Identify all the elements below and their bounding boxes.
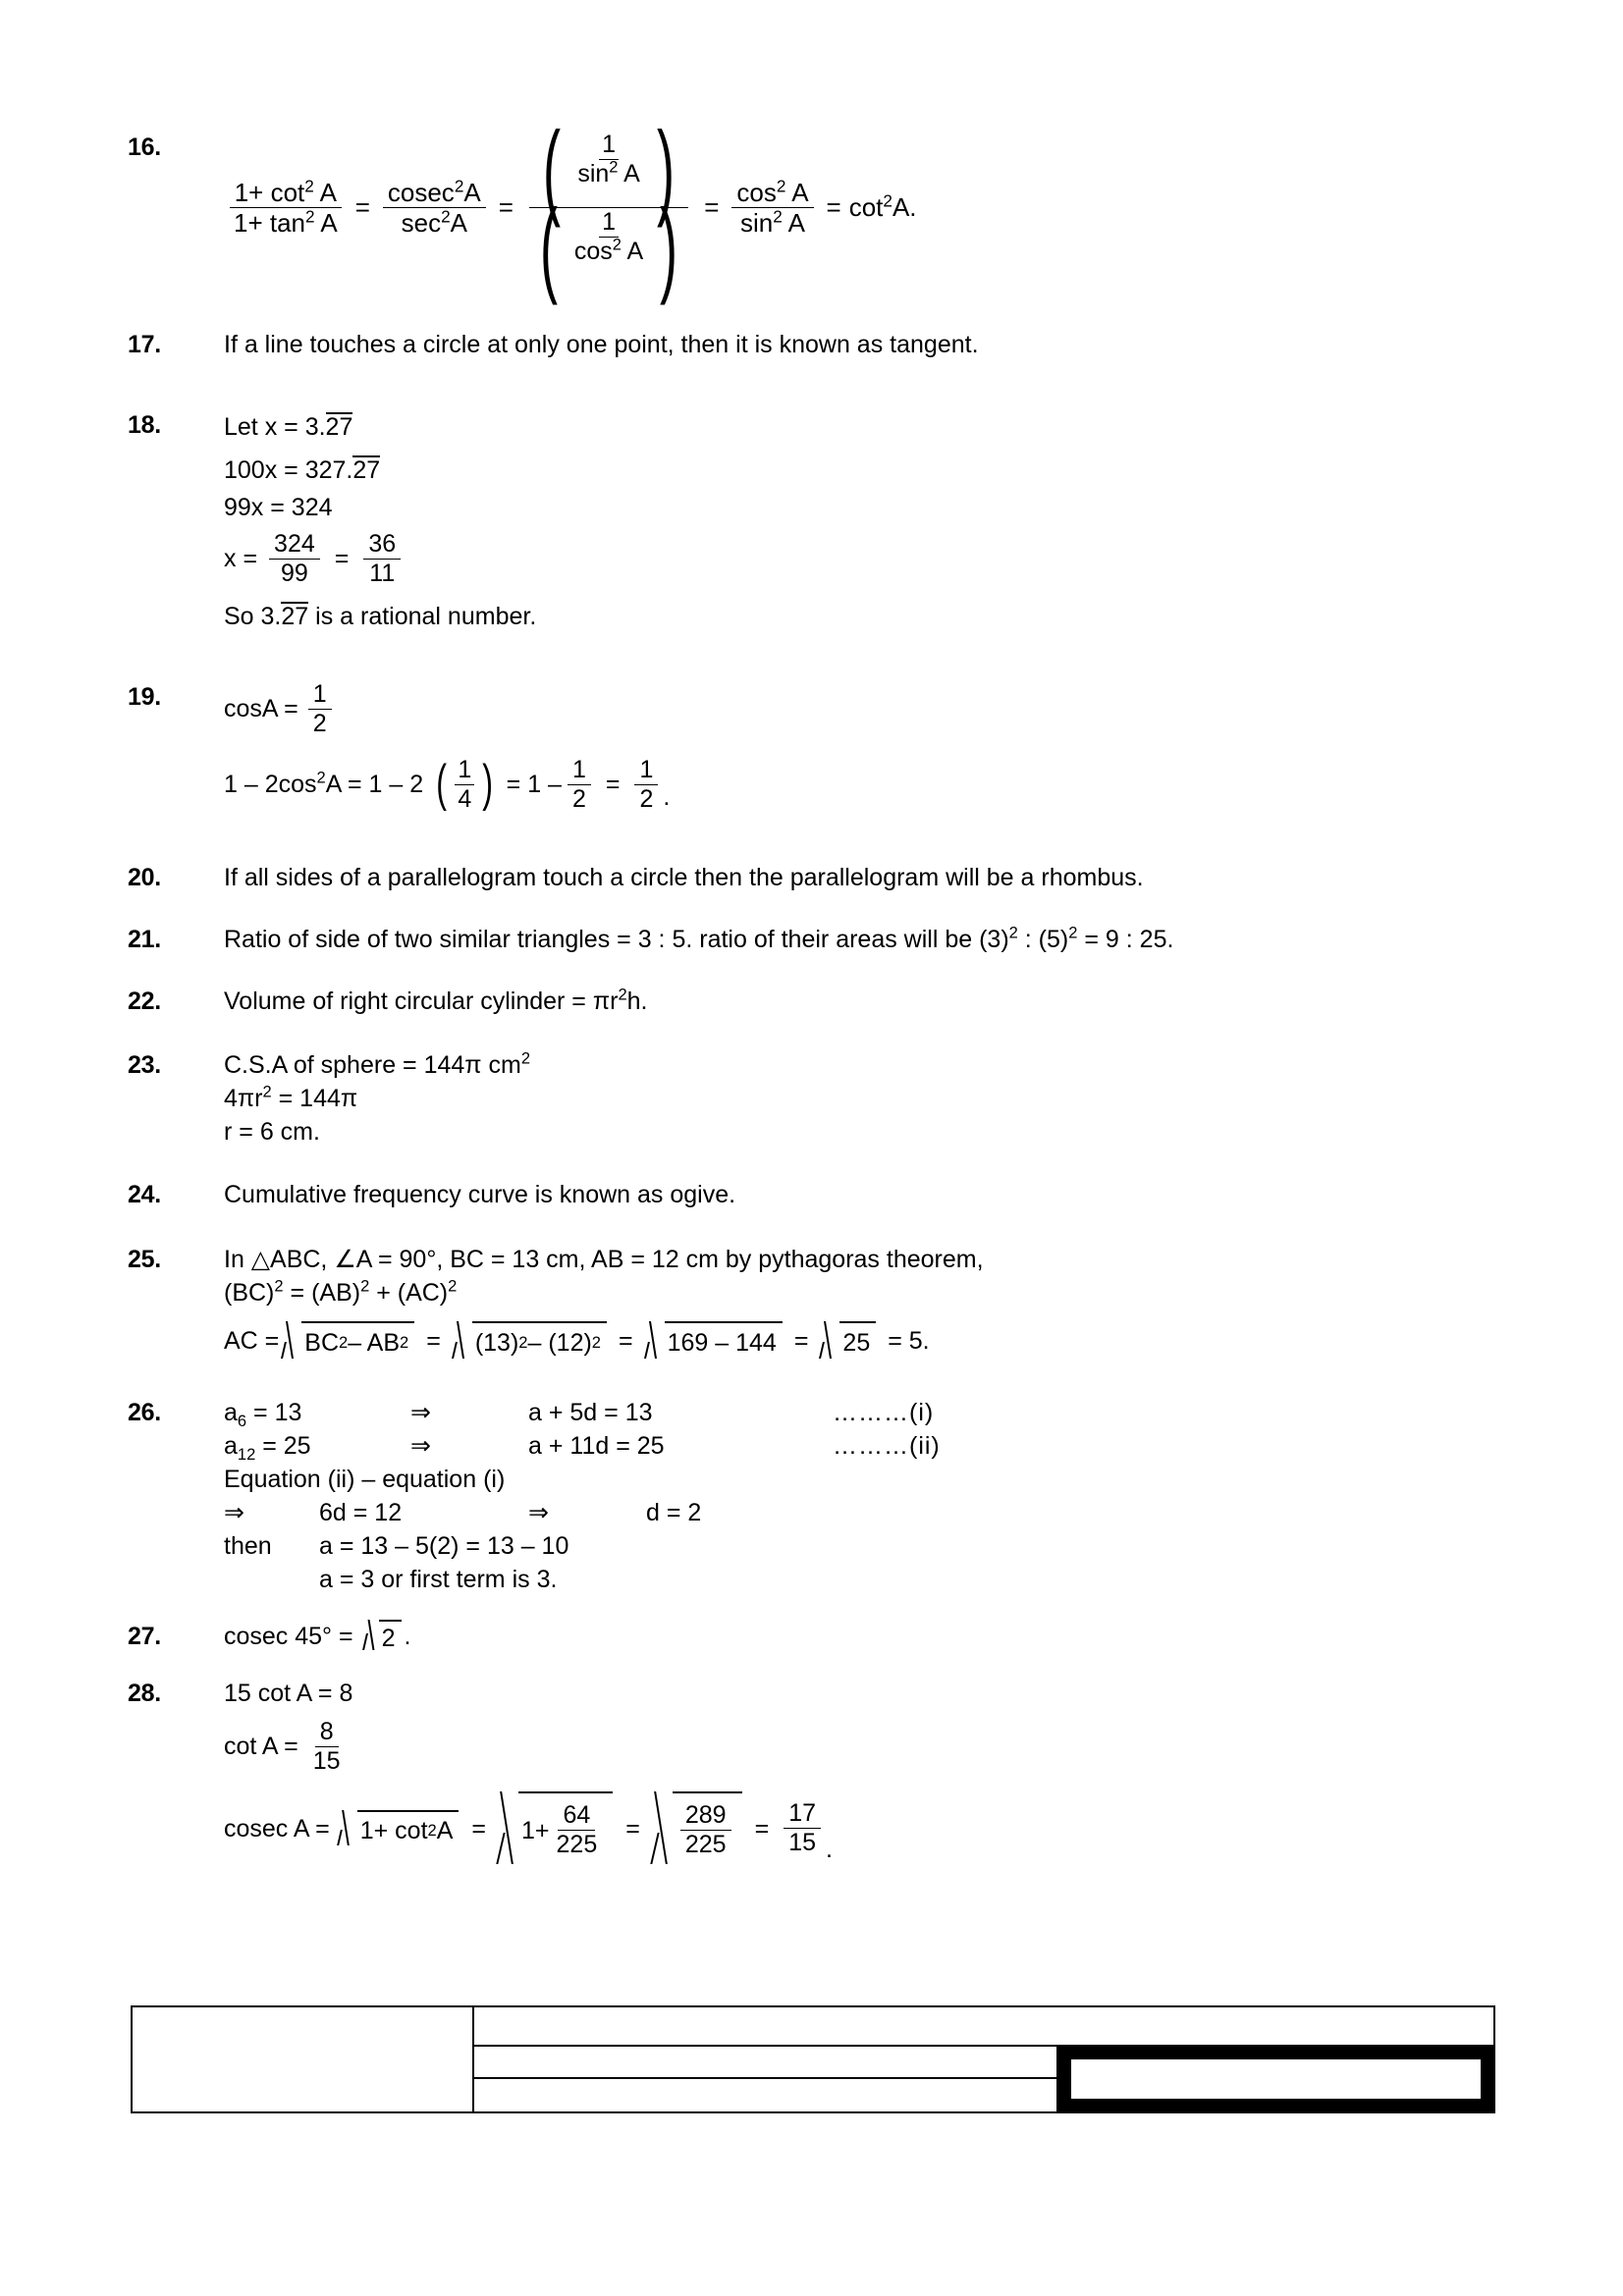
- equals-sign: =: [605, 771, 621, 798]
- fraction-denominator: 15: [312, 1746, 341, 1775]
- final-result: a = 3 or first term is 3.: [319, 1565, 558, 1593]
- item-28-cosec-from-cot: [0, 1677, 1623, 1866]
- implies-arrow: ⇒: [410, 1431, 431, 1460]
- item-number: 23.: [128, 1050, 161, 1079]
- inner-numerator: 1: [599, 131, 619, 160]
- cotA-label: cot A =: [224, 1733, 298, 1760]
- item-content: [224, 1620, 1623, 1653]
- item-number: 26.: [128, 1398, 161, 1426]
- repeating-bar: 27: [325, 412, 353, 441]
- item-22-cylinder-volume: [0, 985, 1623, 1018]
- item-number: 18.: [128, 410, 161, 439]
- item-number: 16.: [128, 133, 161, 161]
- item-19-cos-identity: [0, 680, 1623, 814]
- let-x-label: Let x = 3.: [224, 412, 326, 441]
- footer-grid: [131, 2005, 1495, 2113]
- radical: [338, 1810, 460, 1847]
- fraction-numerator: 36: [363, 530, 401, 560]
- fraction-numerator: 8: [315, 1718, 339, 1747]
- footer-cell-left: [133, 2007, 474, 2111]
- equals-sign: =: [754, 1814, 770, 1842]
- item-content: [224, 923, 1623, 956]
- statement-text: Cumulative frequency curve is known as ogive.: [224, 1180, 736, 1208]
- statement-text: Ratio of side of two similar triangles = 3 : 5. ratio of their areas will be $(3)^2$ : $(5)^2 = 9$ : 25.: [224, 924, 1174, 953]
- fraction-numerator: 289: [680, 1801, 731, 1831]
- equals-sign: =: [826, 192, 841, 223]
- item-content: [224, 109, 1623, 305]
- radicand: [518, 1791, 613, 1866]
- fraction-numerator: 1: [308, 680, 332, 710]
- equation-line: [224, 1620, 1544, 1653]
- fraction-numerator: 1: [634, 756, 658, 785]
- equals-sign: =: [426, 1326, 441, 1355]
- left-paren: (: [436, 755, 448, 813]
- period: .: [663, 782, 671, 811]
- fraction-denominator: 225: [684, 1831, 727, 1858]
- item-27-cosec-45: [0, 1620, 1623, 1653]
- repeating-bar: 27: [352, 455, 381, 484]
- parenthesis-group: [433, 756, 497, 814]
- term-label: $a_6 = 13$: [224, 1398, 302, 1430]
- radical: [453, 1321, 607, 1361]
- radical-sign: [453, 1321, 472, 1361]
- fraction-denominator: 2: [639, 784, 654, 813]
- radicand: 1+ cot 2 A: [357, 1810, 460, 1847]
- item-content: [224, 861, 1623, 894]
- equation: 6d = 12: [319, 1498, 403, 1526]
- fraction-numerator: 64: [558, 1801, 595, 1831]
- item-number: 28.: [128, 1679, 161, 1707]
- fraction-denominator: 2: [312, 709, 327, 737]
- equation-tag: ………(i): [833, 1398, 935, 1426]
- footer-cells-middle: [474, 2047, 1058, 2111]
- item-number: 25.: [128, 1245, 161, 1273]
- implies-arrow: ⇒: [410, 1398, 431, 1426]
- solution-line: [224, 756, 1544, 814]
- solution-line: [224, 1321, 1544, 1361]
- cosec45-label: cosec 45° =: [224, 1622, 353, 1650]
- hundred-x-label: 100x = 327.: [224, 455, 353, 484]
- equals-sign: =: [704, 192, 720, 223]
- item-number: 20.: [128, 863, 161, 891]
- equals-sign: =: [471, 1814, 487, 1842]
- item-content: [224, 1048, 1623, 1148]
- solution-line: $4\pi r^2 = 144\pi$: [224, 1083, 358, 1112]
- item-number: 21.: [128, 925, 161, 953]
- fraction-numerator: 324: [269, 530, 320, 560]
- item-24-ogive: [0, 1178, 1623, 1211]
- solution-line: Equation (ii) – equation (i): [224, 1465, 506, 1493]
- fraction-denominator: 99: [281, 559, 308, 587]
- equals-sign: =: [793, 1326, 809, 1355]
- fraction-denominator: [526, 186, 691, 305]
- radicand: (13) 2 – (12) 2: [472, 1321, 607, 1361]
- equals-sign: =: [354, 192, 370, 223]
- footer-cell-middle-2: [474, 2079, 1056, 2111]
- item-21-similar-triangles-ratio: [0, 923, 1623, 956]
- parenthesis-group: [531, 186, 686, 305]
- radical-sign: [282, 1321, 301, 1361]
- item-content: [224, 680, 1623, 814]
- statement-text: If all sides of a parallelogram touch a circle then the parallelogram will be a rhombus.: [224, 863, 1144, 891]
- left-paren: (: [539, 186, 558, 305]
- footer-bottom-rows: [474, 2047, 1493, 2111]
- fraction-numerator: $\cos^2 A$: [731, 178, 813, 208]
- radical-sign: [338, 1810, 357, 1847]
- item-18-recurring-decimal: [0, 408, 1623, 635]
- solution-line: 99x = 324: [224, 493, 333, 521]
- fraction-numerator: 1: [455, 756, 474, 785]
- item-content: [224, 328, 1623, 361]
- equals-sign: =: [334, 545, 350, 572]
- item-number: 27.: [128, 1622, 161, 1650]
- solution-line: [224, 680, 1544, 738]
- equation: d = 2: [646, 1498, 702, 1526]
- footer-right-column: [474, 2007, 1493, 2111]
- cosecA-label: cosec A =: [224, 1814, 330, 1842]
- item-number: 17.: [128, 330, 161, 358]
- solution-line: [224, 452, 1544, 489]
- ac-equals-label: AC =: [224, 1326, 280, 1355]
- expression-start: $1 - 2\cos^2A = 1 - 2$: [224, 769, 424, 798]
- equals-sign: =: [618, 1326, 633, 1355]
- solution-line: In △ABC, ∠A = 90°, BC = 13 cm, AB = 12 cm by pythagoras theorem,: [224, 1245, 984, 1273]
- inner-denominator: $\cos^2 A$: [573, 236, 644, 265]
- term-label: $a_{12} = 25$: [224, 1431, 311, 1464]
- equals-sign: =: [625, 1814, 640, 1842]
- item-25-pythagoras: [0, 1243, 1623, 1361]
- statement-text: Volume of right circular cylinder = $\pi r^2h$.: [224, 986, 648, 1015]
- item-content: [224, 1677, 1623, 1866]
- radicand: 169 – 144: [665, 1321, 783, 1361]
- right-paren: ): [660, 186, 678, 305]
- footer-cell-middle-1: [474, 2047, 1056, 2079]
- solution-line: 15 cot A = 8: [224, 1679, 353, 1707]
- item-20-parallelogram-rhombus: [0, 861, 1623, 894]
- equals-sign: =: [498, 192, 514, 223]
- x-equals-label: x =: [224, 545, 258, 572]
- conclusion-suffix: is a rational number.: [315, 602, 537, 630]
- solution-line: [224, 1718, 1544, 1776]
- equation: a = 13 – 5(2) = 13 – 10: [319, 1531, 569, 1560]
- solution-line: [224, 1791, 1544, 1866]
- radical: [499, 1791, 613, 1866]
- item-content: [224, 1178, 1623, 1211]
- then-label: then: [224, 1531, 272, 1560]
- footer-cell-highlighted: [1058, 2047, 1493, 2111]
- period: .: [404, 1622, 411, 1650]
- item-17-tangent: [0, 328, 1623, 361]
- radicand: 25: [839, 1321, 876, 1361]
- item-content: [224, 1396, 1623, 1596]
- fraction-numerator: 17: [784, 1799, 821, 1829]
- item-content: [224, 408, 1623, 635]
- inner-denominator: $\sin^2 A$: [577, 158, 640, 187]
- ap-row: [224, 1429, 1544, 1463]
- radical-sign: [499, 1791, 518, 1866]
- fraction-numerator: 1: [568, 756, 591, 785]
- item-number: 24.: [128, 1180, 161, 1208]
- item-number: 19.: [128, 682, 161, 711]
- one-plus: 1+: [521, 1816, 550, 1844]
- solution-line: [224, 408, 1544, 446]
- fraction-numerator: $1+ \cot^2 A$: [230, 178, 342, 208]
- equation: a + 5d = 13: [528, 1398, 653, 1426]
- solution-line: [224, 1529, 1544, 1563]
- radical-sign: [645, 1321, 665, 1361]
- fraction-denominator: $1+ \tan^2 A$: [234, 206, 338, 238]
- right-paren: ): [656, 109, 675, 228]
- item-26-arithmetic-progression: [0, 1396, 1623, 1596]
- final-result: = 5.: [888, 1326, 930, 1355]
- fraction-denominator: $\sin^2 A$: [739, 206, 805, 238]
- implies-arrow: ⇒: [224, 1498, 244, 1526]
- fraction-denominator: 225: [556, 1831, 598, 1858]
- radicand: 2: [379, 1620, 402, 1652]
- item-number: 22.: [128, 987, 161, 1015]
- cosA-label: cosA =: [224, 695, 298, 722]
- radical-sign: [820, 1321, 839, 1361]
- spacer: [224, 1563, 319, 1596]
- period: .: [826, 1835, 833, 1863]
- fraction-denominator: 11: [369, 559, 396, 587]
- equation: a + 11d = 25: [528, 1431, 665, 1460]
- item-content: [224, 1243, 1623, 1361]
- expression-mid: = 1 –: [506, 771, 562, 798]
- solution-line: C.S.A of sphere = 144π $cm^2$: [224, 1049, 531, 1079]
- radical: [820, 1321, 876, 1361]
- fraction-denominator: 15: [788, 1829, 816, 1856]
- item-content: [224, 985, 1623, 1018]
- fraction-denominator: 2: [571, 784, 586, 813]
- implies-arrow: ⇒: [528, 1498, 549, 1526]
- fraction-numerator: cosec$^2$A: [383, 178, 486, 208]
- radical: [282, 1321, 414, 1361]
- repeating-bar: 27: [281, 602, 309, 630]
- solution-line: r = 6 cm.: [224, 1117, 320, 1146]
- left-paren: (: [543, 109, 562, 228]
- radical: [645, 1321, 783, 1361]
- solution-line: [224, 598, 1544, 635]
- equation-tag: ………(ii): [833, 1431, 941, 1460]
- statement-text: If a line touches a circle at only one point, then it is known as tangent.: [224, 330, 979, 358]
- final-result: $\cot^2A$.: [848, 190, 917, 223]
- inner-numerator: 1: [599, 208, 619, 238]
- radical: [653, 1791, 742, 1866]
- fraction-denominator: 4: [458, 784, 472, 813]
- radical-sign: [363, 1620, 379, 1652]
- item-16-trig-identity: [0, 109, 1623, 305]
- right-paren: ): [482, 755, 494, 813]
- ap-row: [224, 1396, 1544, 1429]
- radicand: BC 2 – AB 2: [301, 1321, 414, 1361]
- conclusion-prefix: So 3.: [224, 602, 282, 630]
- radical-sign: [653, 1791, 673, 1866]
- footer-cell-top: [474, 2007, 1493, 2047]
- item-23-sphere-csa: [0, 1048, 1623, 1148]
- radicand: [673, 1791, 742, 1866]
- solution-line: [224, 530, 1544, 588]
- solution-line: [224, 1563, 1544, 1596]
- radical: [363, 1620, 402, 1652]
- solution-line: [224, 1496, 1544, 1529]
- solution-line: (BC)$^2$ = (AB)$^2$ + (AC)$^2$: [224, 1277, 458, 1307]
- fraction-denominator: $\sec^2A$: [401, 206, 467, 238]
